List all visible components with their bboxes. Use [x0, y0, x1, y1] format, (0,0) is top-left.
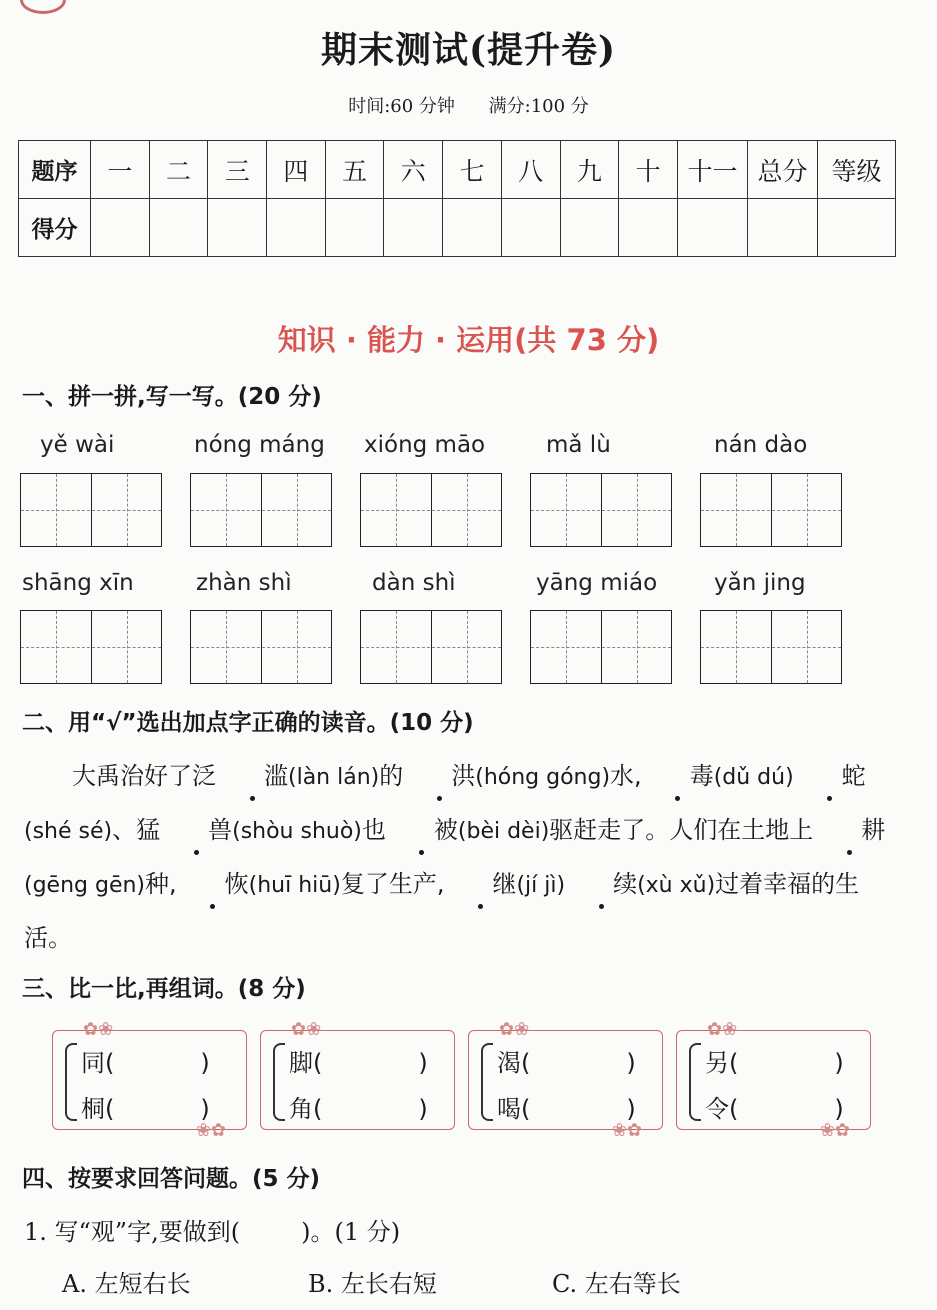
pinyin-label: nóng máng	[194, 432, 325, 458]
pinyin-label: yāng miáo	[536, 570, 658, 596]
compare-line	[705, 1043, 844, 1078]
dotted-char: 被	[386, 804, 458, 857]
dotted-char: 滥	[216, 750, 288, 803]
exam-info	[0, 92, 937, 118]
compare-box	[676, 1019, 871, 1141]
passage-text: 、猛	[112, 816, 161, 844]
score-cell[interactable]	[748, 199, 818, 257]
flower-icon: ✿❀	[83, 1019, 114, 1040]
compare-char: 令	[705, 1095, 729, 1123]
pinyin-label: zhàn shì	[196, 570, 292, 596]
question-2-title: 二、用“√”选出加点字正确的读音。(10 分)	[22, 710, 474, 736]
compare-box	[52, 1019, 247, 1141]
pinyin-label: nán dào	[714, 432, 808, 458]
compare-line	[497, 1043, 636, 1078]
pinyin-choice[interactable]: (gēng gēn)	[24, 873, 146, 898]
passage-text: 种,	[145, 870, 177, 898]
full-score: 满分:100 分	[488, 96, 589, 117]
score-header-cell: 二	[149, 141, 208, 199]
paren-open: (	[729, 1049, 739, 1077]
compare-char: 喝	[497, 1095, 521, 1123]
score-table-header-row	[19, 141, 896, 199]
compare-line	[289, 1043, 428, 1078]
compare-char: 同	[81, 1049, 105, 1077]
dotted-char: 恢	[177, 858, 249, 911]
score-cell[interactable]	[208, 199, 267, 257]
flower-icon: ✿❀	[707, 1019, 738, 1040]
score-cell[interactable]	[325, 199, 384, 257]
score-cell[interactable]	[619, 199, 678, 257]
brace-icon	[481, 1043, 493, 1121]
paren-open: (	[521, 1095, 531, 1123]
pinyin-choice[interactable]: (làn lán)	[288, 765, 380, 790]
option-a[interactable]: A. 左短右长	[62, 1270, 191, 1298]
pinyin-choice[interactable]: (jí jì)	[516, 873, 566, 898]
brace-icon	[65, 1043, 77, 1121]
pinyin-label: mǎ lù	[546, 432, 611, 458]
compare-line	[81, 1089, 210, 1124]
paren-open: (	[105, 1049, 115, 1077]
writing-grid[interactable]	[360, 610, 502, 684]
score-header-cell: 四	[267, 141, 326, 199]
compare-char: 渴	[497, 1049, 521, 1077]
pinyin-label: yě wài	[40, 432, 115, 458]
score-cell[interactable]	[678, 199, 748, 257]
writing-grid[interactable]	[190, 610, 332, 684]
score-header-cell: 七	[443, 141, 502, 199]
reading-passage	[24, 750, 904, 965]
compare-line	[81, 1043, 210, 1078]
score-cell[interactable]	[818, 199, 896, 257]
pinyin-choice[interactable]: (shé sé)	[24, 819, 113, 844]
score-header-cell: 等级	[818, 141, 896, 199]
option-b[interactable]: B. 左长右短	[308, 1270, 437, 1298]
passage-text: 大禹治好了泛	[72, 762, 216, 790]
score-table	[18, 140, 896, 257]
paren-open: (	[313, 1095, 323, 1123]
dotted-char: 耕	[813, 804, 885, 857]
flower-icon: ❀✿	[819, 1120, 850, 1141]
flower-icon: ❀✿	[195, 1120, 226, 1141]
passage-text: 驱赶走了。人们在土地上	[549, 816, 814, 844]
compare-line	[497, 1089, 636, 1124]
paren-close: )	[834, 1049, 844, 1077]
score-header-cell: 十一	[678, 141, 748, 199]
compare-box	[260, 1019, 455, 1130]
time-limit: 时间:60 分钟	[348, 96, 455, 117]
writing-grid[interactable]	[700, 610, 842, 684]
question-4-item-1: 1. 写“观”字,要做到( )。(1 分)	[24, 1218, 401, 1246]
brace-icon	[273, 1043, 285, 1121]
flower-icon: ❀✿	[611, 1120, 642, 1141]
compare-line	[289, 1089, 428, 1124]
paren-open: (	[313, 1049, 323, 1077]
paren-open: (	[105, 1095, 115, 1123]
option-c[interactable]: C. 左右等长	[552, 1270, 681, 1298]
passage-text: 复了生产,	[340, 870, 445, 898]
dotted-char: 洪	[403, 750, 475, 803]
pinyin-choice[interactable]: (huī hiū)	[248, 873, 341, 898]
section-heading: 知识 · 能力 · 运用(共 73 分)	[277, 323, 660, 357]
passage-text: 也	[361, 816, 386, 844]
writing-grid[interactable]	[360, 473, 502, 547]
compare-box	[468, 1019, 663, 1141]
pinyin-label: shāng xīn	[22, 570, 134, 596]
writing-grid[interactable]	[530, 473, 672, 547]
pinyin-choice[interactable]: (shòu shuò)	[232, 819, 362, 844]
paren-close: )	[418, 1049, 428, 1077]
flower-icon: ✿❀	[499, 1019, 530, 1040]
passage-text: 水,	[610, 762, 642, 790]
score-cell[interactable]	[149, 199, 208, 257]
page-title: 期末测试(提升卷)	[320, 29, 617, 71]
score-cell[interactable]	[443, 199, 502, 257]
writing-grid[interactable]	[190, 473, 332, 547]
pinyin-choice[interactable]: (hóng góng)	[475, 765, 611, 790]
flower-icon: ✿❀	[291, 1019, 322, 1040]
passage-text: 过着幸福的生活。	[24, 870, 860, 952]
corner-stamp	[20, 0, 66, 14]
question-4-title: 四、按要求回答问题。(5 分)	[22, 1166, 321, 1192]
score-header-cell: 题序	[19, 141, 91, 199]
brace-icon	[689, 1043, 701, 1121]
score-row-label: 得分	[19, 199, 91, 257]
paren-open: (	[521, 1049, 531, 1077]
pinyin-label: yǎn jing	[714, 570, 806, 596]
compare-char: 另	[705, 1049, 729, 1077]
score-header-cell: 三	[208, 141, 267, 199]
score-header-cell: 十	[619, 141, 678, 199]
compare-char: 角	[289, 1095, 313, 1123]
paren-close: )	[200, 1049, 210, 1077]
paren-close: )	[834, 1095, 844, 1123]
score-header-cell: 九	[560, 141, 619, 199]
paren-close: )	[626, 1049, 636, 1077]
dotted-char: 毒	[642, 750, 714, 803]
score-cell[interactable]	[384, 199, 443, 257]
pinyin-label: xióng māo	[364, 432, 486, 458]
writing-grid[interactable]	[530, 610, 672, 684]
score-header-cell: 五	[325, 141, 384, 199]
pinyin-choice[interactable]: (xù xǔ)	[637, 873, 716, 898]
paren-open: (	[729, 1095, 739, 1123]
dotted-char: 兽	[160, 804, 232, 857]
pinyin-label: dàn shì	[372, 570, 456, 596]
score-header-cell: 六	[384, 141, 443, 199]
score-cell[interactable]	[91, 199, 150, 257]
passage-text: 的	[379, 762, 404, 790]
score-cell[interactable]	[501, 199, 560, 257]
compare-char: 脚	[289, 1049, 313, 1077]
writing-grid[interactable]	[700, 473, 842, 547]
dotted-char: 继	[444, 858, 516, 911]
question-3-title: 三、比一比,再组词。(8 分)	[22, 976, 306, 1002]
dotted-char: 续	[565, 858, 637, 911]
pinyin-choice[interactable]: (dǔ dú)	[713, 765, 794, 790]
paren-close: )	[200, 1095, 210, 1123]
paren-close: )	[626, 1095, 636, 1123]
score-header-cell: 一	[91, 141, 150, 199]
writing-grid[interactable]	[20, 473, 162, 547]
score-table-score-row	[19, 199, 896, 257]
compare-line	[705, 1089, 844, 1124]
score-cell[interactable]	[560, 199, 619, 257]
question-1-title: 一、拼一拼,写一写。(20 分)	[22, 384, 322, 410]
score-header-cell: 八	[501, 141, 560, 199]
compare-char: 桐	[81, 1095, 105, 1123]
score-cell[interactable]	[267, 199, 326, 257]
dotted-char: 蛇	[794, 750, 866, 803]
pinyin-choice[interactable]: (bèi dèi)	[457, 819, 550, 844]
paren-close: )	[418, 1095, 428, 1123]
writing-grid[interactable]	[20, 610, 162, 684]
score-header-cell: 总分	[748, 141, 818, 199]
